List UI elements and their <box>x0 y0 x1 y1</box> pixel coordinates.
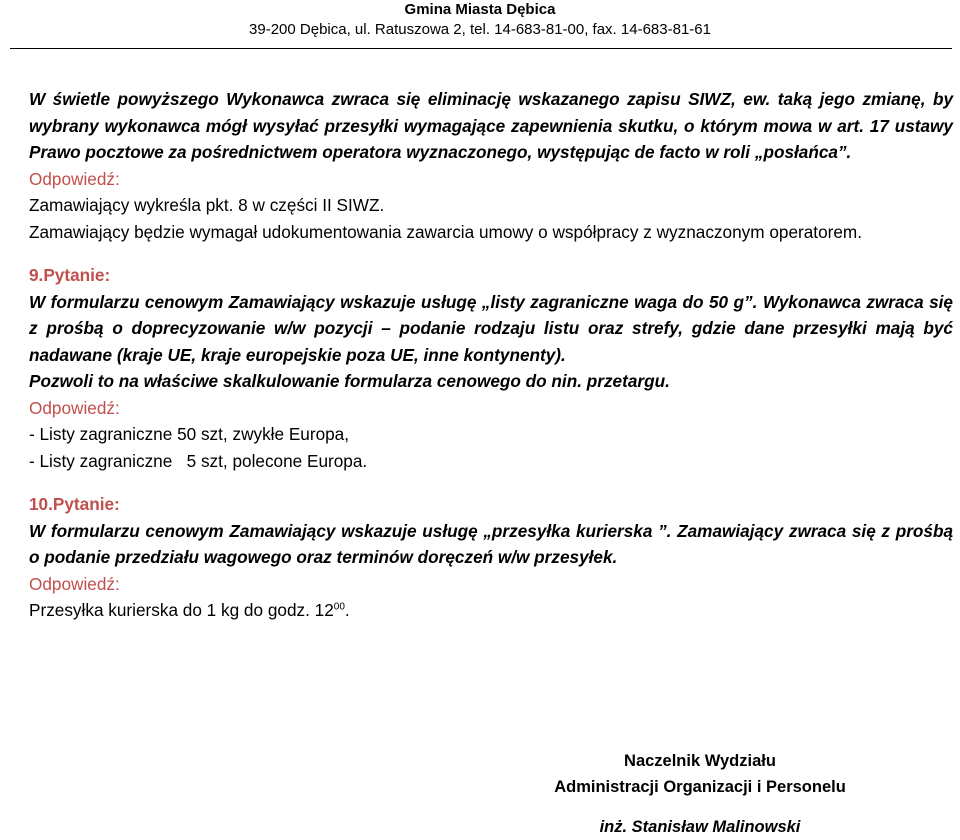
section9-answer-label: Odpowiedź: <box>29 397 120 418</box>
signature-title: Naczelnik Wydziału <box>624 752 776 770</box>
letterhead <box>0 0 960 50</box>
signature-dept: Administracji Organizacji i Personelu <box>554 778 846 796</box>
section10-answer-text: Przesyłka kurierska do 1 kg do godz. 12 <box>29 600 334 620</box>
signature-name: inż. Stanisław Malinowski <box>599 818 801 836</box>
section8-answer-line2: Zamawiający będzie wymagał udokumentowania zawarcia umowy o współpracy z wyznaczonym operatorem. <box>29 221 862 242</box>
section9-question: W formularzu cenowym Zamawiający wskazuje usługę „listy zagraniczne waga do 50 g”. Wykonawca zwraca się z prośbą o doprecyzowanie w/w pozycji – podanie rodzaju listu oraz strefy, gdzie dane przesyłki mają być nadawane (kraje UE, kraje europejskie poza UE, inne kontynenty). <box>29 291 953 365</box>
section9-answer-line2: - Listy zagraniczne 5 szt, polecone Europa. <box>29 450 368 471</box>
section10-answer-label: Odpowiedź: <box>29 573 120 594</box>
signature-block <box>520 748 880 840</box>
section9-title: 9.Pytanie: <box>29 265 111 285</box>
section9-answer-line1: - Listy zagraniczne 50 szt, zwykłe Europa, <box>29 424 350 444</box>
section8-answer-line1: Zamawiający wykreśla pkt. 8 w części II SIWZ. <box>29 195 385 215</box>
header-divider <box>10 48 952 49</box>
letterhead-address: 39-200 Dębica, ul. Ratuszowa 2, tel. 14-683-81-00, fax. 14-683-81-61 <box>249 21 711 38</box>
section8-answer-label: Odpowiedź: <box>29 168 120 189</box>
section10-answer-end: . <box>344 600 350 620</box>
section8-paragraph: W świetle powyższego Wykonawca zwraca się eliminację wskazanego zapisu SIWZ, ew. taką jego zmianę, by wybrany wykonawca mógł wysyłać przesyłki wymagające zapewnienia skutku, o którym mowa w art. 17 ustawy Prawo pocztowe za pośrednictwem operatora wyznaczonego, występując de facto w roli „posłańca”. <box>29 89 953 162</box>
section10-answer-sup: 00 <box>333 601 345 613</box>
section9-question2: Pozwoli to na właściwe skalkulowanie formularza cenowego do nin. przetargu. <box>29 371 670 391</box>
letterhead-org: Gmina Miasta Dębica <box>404 1 556 18</box>
section10-title: 10.Pytanie: <box>29 494 120 514</box>
section10-answer <box>29 597 953 624</box>
section10-question: W formularzu cenowym Zamawiający wskazuje usługę „przesyłka kurierska ”. Zamawiający zwraca się z prośbą o podanie przedziału wagowego oraz terminów doręczeń w/w przesyłek. <box>29 520 953 567</box>
document-body <box>29 86 953 624</box>
